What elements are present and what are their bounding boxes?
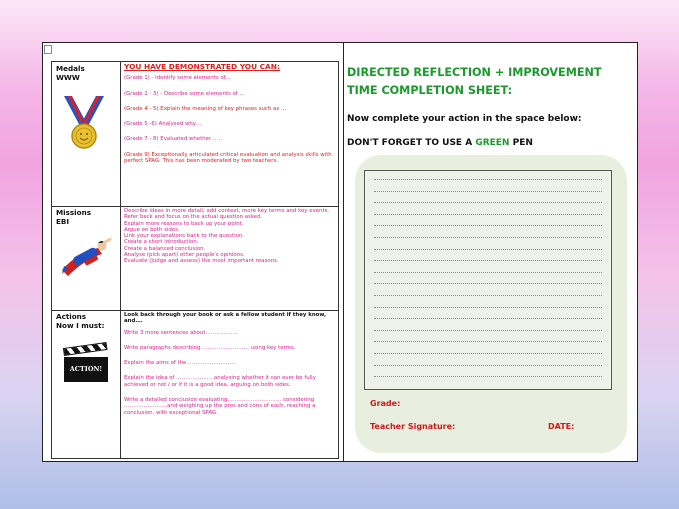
missions-label: Missions EBI <box>56 208 91 226</box>
reminder-text: DON'T FORGET TO USE A GREEN PEN <box>347 138 533 148</box>
writing-line <box>374 283 602 284</box>
medal-item: (Grade 9) Exceptionally articulated critical evaluation and analysis skills with perfect SPAG. This has been moderated by two teachers. <box>124 151 332 165</box>
teacher-signature-label: Teacher Signature: <box>370 422 456 431</box>
medal-item: (Grade 1) - Identify some elements of… <box>124 75 231 82</box>
actions-label: Actions Now I must: <box>56 312 105 330</box>
writing-line <box>374 202 602 203</box>
writing-box[interactable] <box>364 170 612 390</box>
gold-medal-icon <box>62 96 106 152</box>
medals-heading: YOU HAVE DEMONSTRATED YOU CAN: <box>124 62 280 71</box>
mission-item: Argue on both sides. <box>124 226 180 233</box>
action-item: Write paragraphs describing……………………… using key terms. <box>124 344 296 351</box>
writing-line <box>374 341 602 342</box>
action-item: Explain the idea of …………………analysing whether it can ever be fully achieved or not / or if it is a good idea, arguing on both sides. <box>124 375 316 388</box>
superhero-icon <box>58 238 114 278</box>
action-item: Write a detailed conclusion evaluating………………………… considering ……………………and weighing up the pros and cons of each, reaching a conclusion, with exceptional SPAG. <box>124 397 316 416</box>
feedback-table <box>51 61 339 459</box>
writing-line <box>374 353 602 354</box>
medal-item: (Grade 5 -6) Analysed why… <box>124 121 202 128</box>
sheet-title: DIRECTED REFLECTION + IMPROVEMENT TIME COMPLETION SHEET: <box>347 66 602 97</box>
mission-item: Explain more reasons to back up your point. <box>124 220 244 227</box>
worksheet <box>42 42 638 462</box>
mission-item: Evaluate (judge and assess) the most important reasons. <box>124 258 279 265</box>
actions-content <box>124 312 338 416</box>
actions-row <box>52 310 338 458</box>
missions-content <box>124 208 338 265</box>
writing-line <box>374 318 602 319</box>
mission-item: Create a short introduction. <box>124 239 199 246</box>
writing-line <box>374 179 602 180</box>
broken-image-icon <box>44 45 52 54</box>
mission-item: Analyse (pick apart) other people's opinions. <box>124 252 245 259</box>
instruction-text: Now complete your action in the space below: <box>347 114 582 124</box>
writing-line <box>374 376 602 377</box>
clapperboard-icon: ACTION! <box>64 348 108 382</box>
medal-item: (Grade 2 - 3) - Describe some elements of … <box>124 90 245 97</box>
missions-row <box>52 206 338 311</box>
action-item: Write 3 more sentences about……………… <box>124 329 238 336</box>
medals-label: Medals WWW <box>56 64 85 82</box>
mission-item: Refer back and focus on the actual question asked. <box>124 214 263 221</box>
writing-line <box>374 249 602 250</box>
actions-intro: Look back through your book or ask a fellow student if they know, and…. <box>124 312 327 325</box>
mission-item: Link your explanations back to the question. <box>124 233 245 240</box>
writing-line <box>374 214 602 215</box>
writing-line <box>374 365 602 366</box>
writing-line <box>374 307 602 308</box>
action-item: Explain the aims of the ……………………… <box>124 360 237 367</box>
mission-item: Describe ideas in more detail; add context, more key terms and key events. <box>124 208 330 214</box>
writing-line <box>374 191 602 192</box>
page-divider <box>343 43 344 461</box>
grade-label: Grade: <box>370 399 401 408</box>
writing-line <box>374 272 602 273</box>
date-label: DATE: <box>548 422 575 431</box>
writing-line <box>374 330 602 331</box>
writing-line <box>374 295 602 296</box>
mission-item: Create a balanced conclusion. <box>124 245 206 252</box>
writing-line <box>374 260 602 261</box>
writing-line <box>374 225 602 226</box>
medals-content <box>124 64 338 164</box>
medals-row <box>52 62 338 207</box>
medal-item: (Grade 4 - 5) Explain the meaning of key phrases such as … <box>124 105 287 112</box>
medal-item: (Grade 7 - 8) Evaluated whether…… <box>124 136 222 143</box>
writing-line <box>374 237 602 238</box>
